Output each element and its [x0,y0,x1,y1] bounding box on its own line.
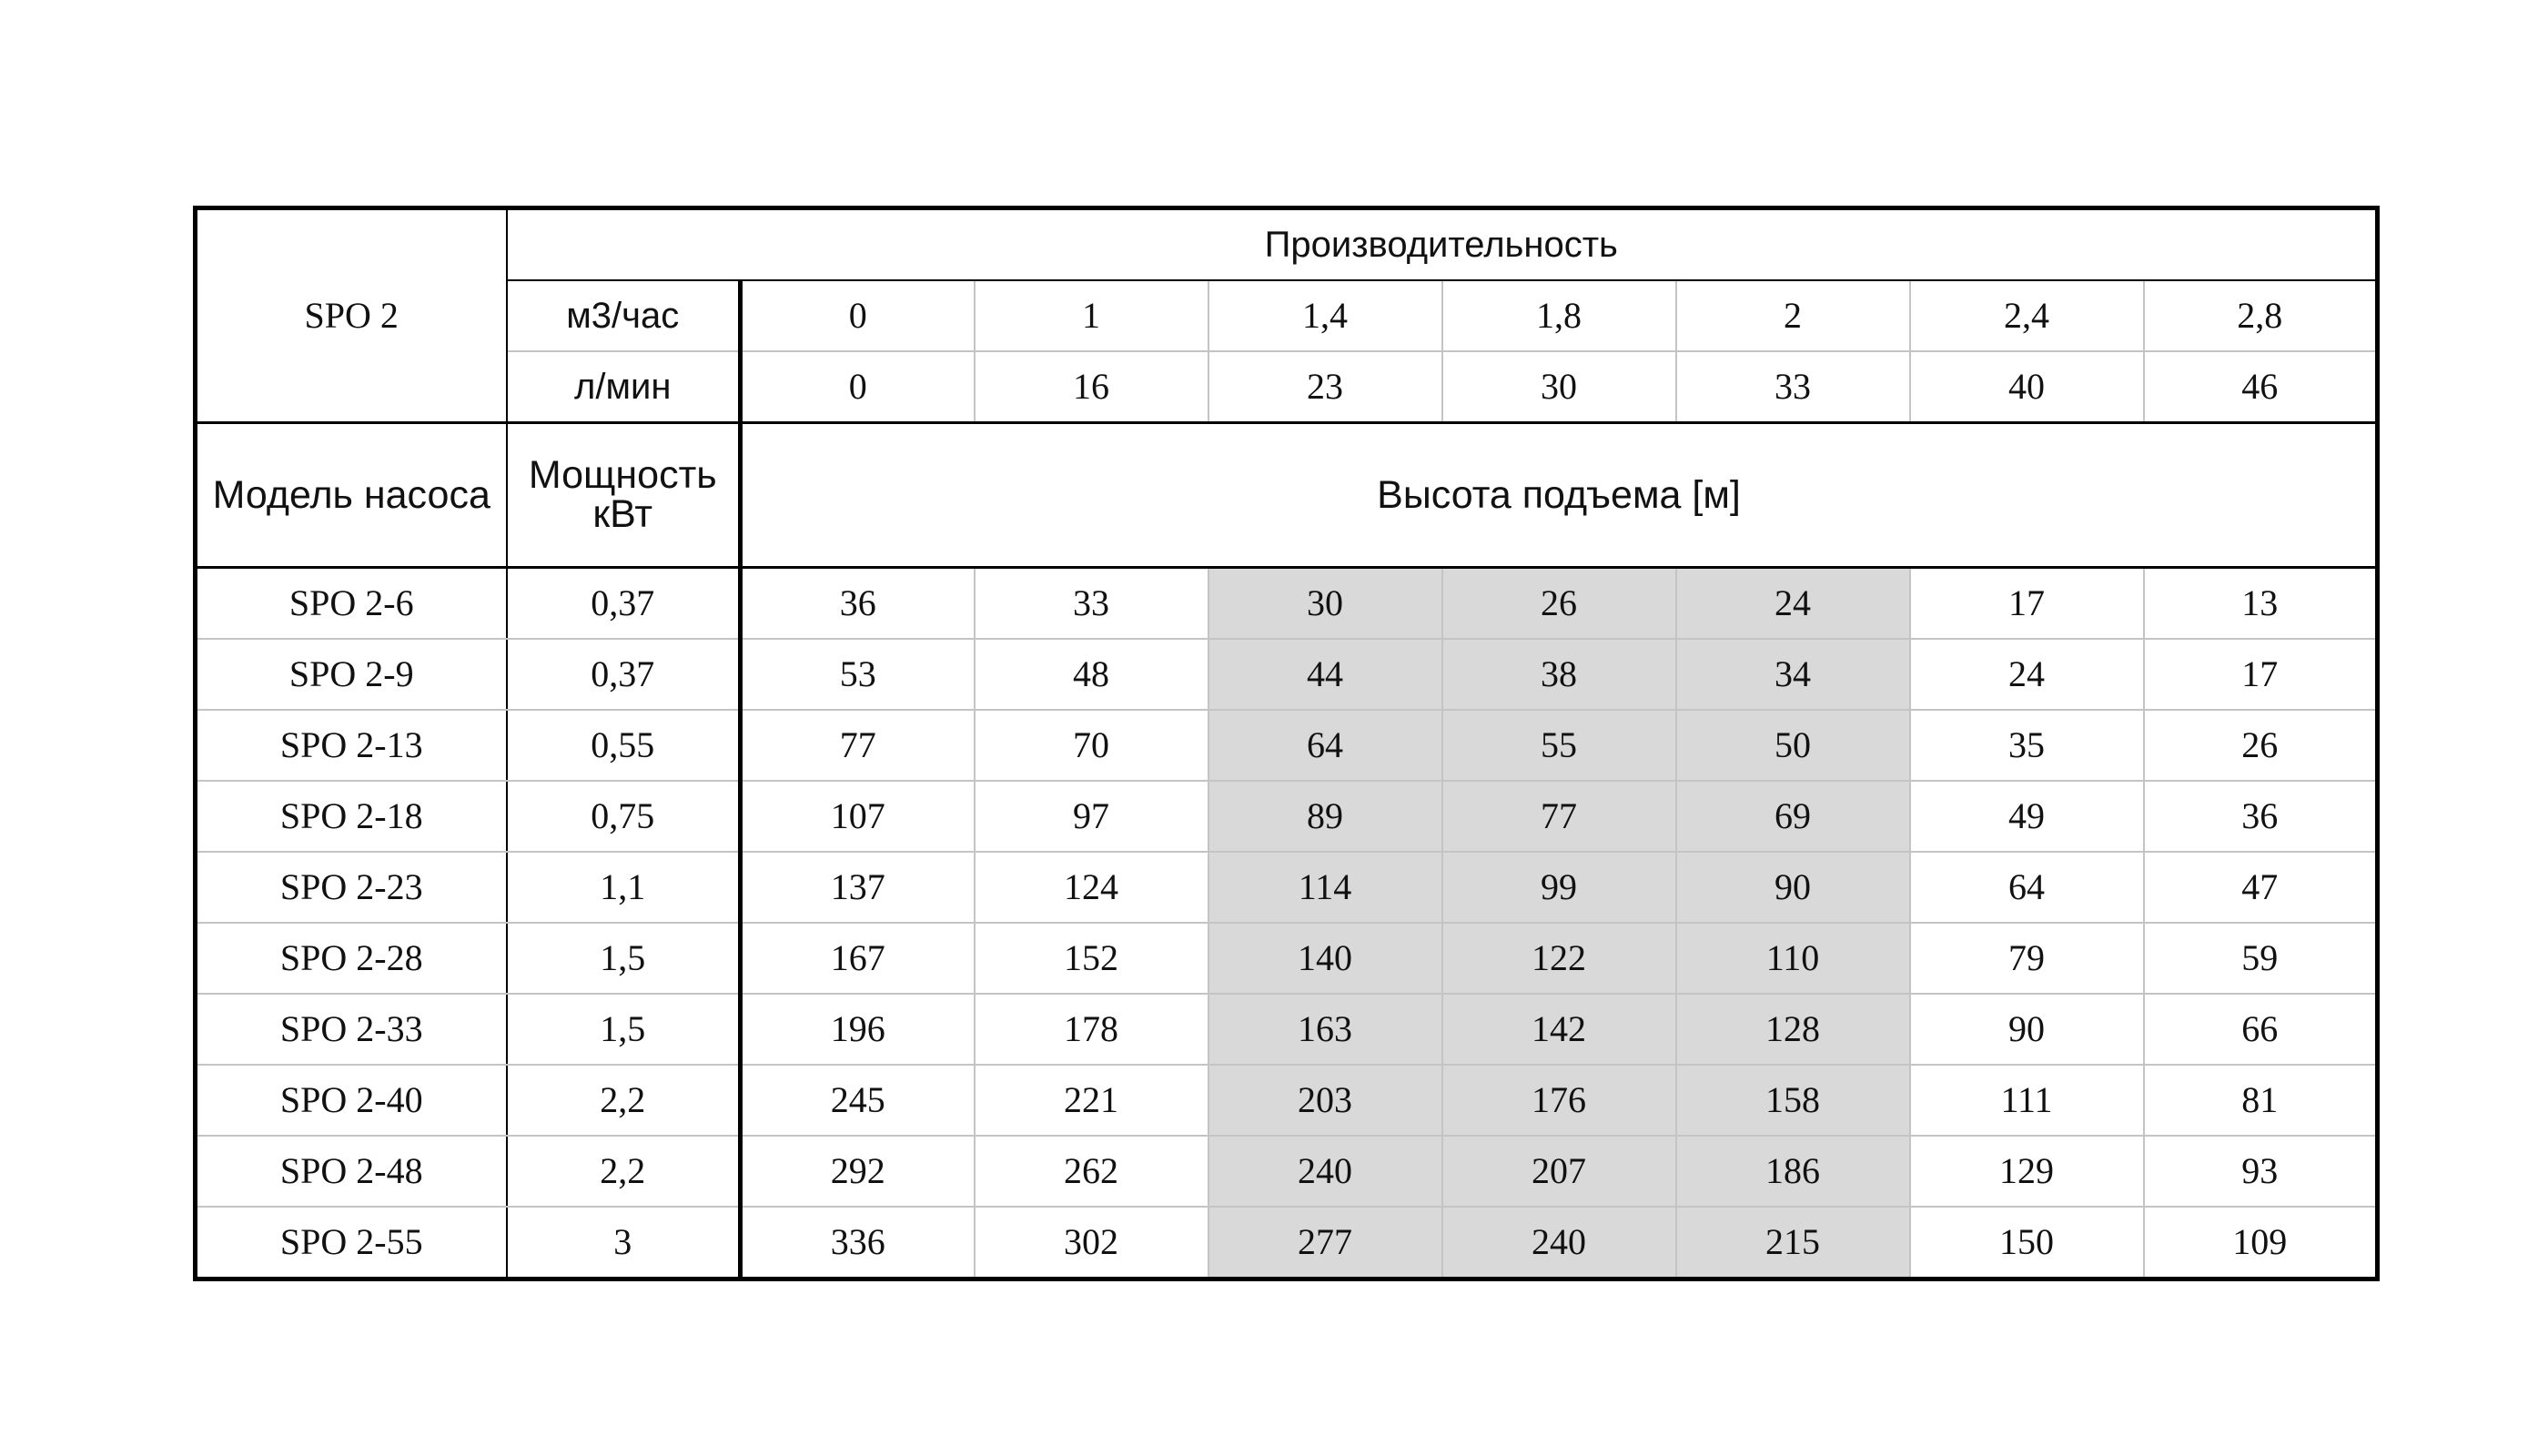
head-value-cell: 35 [1910,710,2144,781]
header-row-lmin [196,351,2378,423]
model-name-cell: SPO 2-55 [196,1207,507,1279]
head-value-cell: 114 [1208,852,1442,923]
head-value-cell: 99 [1442,852,1676,923]
flow-m3h-cell: 1 [975,280,1208,351]
head-value-cell: 47 [2144,852,2378,923]
flow-m3h-cell: 2,8 [2144,280,2378,351]
table-row [196,1136,2378,1207]
head-value-cell: 77 [741,710,975,781]
head-value-cell: 17 [1910,568,2144,640]
power-header-line2: кВт [592,492,653,536]
head-value-cell: 203 [1208,1065,1442,1136]
column-header-row [196,423,2378,568]
model-name-cell: SPO 2-23 [196,852,507,923]
header-row-productivity [196,208,2378,281]
power-cell: 1,5 [507,923,741,994]
power-cell: 1,5 [507,994,741,1065]
flow-m3h-cell: 2 [1676,280,1910,351]
head-value-cell: 24 [1676,568,1910,640]
pump-performance-table [193,206,2380,1281]
head-value-cell: 36 [2144,781,2378,852]
head-value-cell: 178 [975,994,1208,1065]
head-value-cell: 167 [741,923,975,994]
model-name-cell: SPO 2-33 [196,994,507,1065]
head-column-header: Высота подъема [м] [741,423,2378,568]
head-value-cell: 142 [1442,994,1676,1065]
power-cell: 0,37 [507,568,741,640]
head-value-cell: 128 [1676,994,1910,1065]
flow-lmin-cell: 40 [1910,351,2144,423]
head-value-cell: 13 [2144,568,2378,640]
power-header-line1: Мощность [528,453,717,497]
head-value-cell: 158 [1676,1065,1910,1136]
head-value-cell: 240 [1208,1136,1442,1207]
head-value-cell: 50 [1676,710,1910,781]
power-cell: 3 [507,1207,741,1279]
unit-lmin-label: л/мин [507,351,741,423]
power-cell: 0,75 [507,781,741,852]
head-value-cell: 140 [1208,923,1442,994]
head-value-cell: 70 [975,710,1208,781]
head-value-cell: 24 [1910,639,2144,710]
head-value-cell: 245 [741,1065,975,1136]
head-value-cell: 176 [1442,1065,1676,1136]
head-value-cell: 336 [741,1207,975,1279]
head-value-cell: 124 [975,852,1208,923]
head-value-cell: 26 [2144,710,2378,781]
power-cell: 2,2 [507,1065,741,1136]
head-value-cell: 186 [1676,1136,1910,1207]
head-value-cell: 111 [1910,1065,2144,1136]
power-column-header [507,423,741,568]
head-value-cell: 36 [741,568,975,640]
table-row [196,852,2378,923]
head-value-cell: 262 [975,1136,1208,1207]
flow-lmin-cell: 33 [1676,351,1910,423]
head-value-cell: 110 [1676,923,1910,994]
head-value-cell: 90 [1910,994,2144,1065]
flow-m3h-cell: 1,4 [1208,280,1442,351]
head-value-cell: 89 [1208,781,1442,852]
head-value-cell: 26 [1442,568,1676,640]
flow-m3h-cell: 0 [741,280,975,351]
head-value-cell: 240 [1442,1207,1676,1279]
flow-lmin-cell: 46 [2144,351,2378,423]
flow-m3h-cell: 1,8 [1442,280,1676,351]
head-value-cell: 109 [2144,1207,2378,1279]
head-value-cell: 17 [2144,639,2378,710]
pump-table-container [193,206,2377,1281]
model-name-cell: SPO 2-6 [196,568,507,640]
head-value-cell: 69 [1676,781,1910,852]
model-name-cell: SPO 2-28 [196,923,507,994]
model-name-cell: SPO 2-40 [196,1065,507,1136]
head-value-cell: 33 [975,568,1208,640]
head-value-cell: 137 [741,852,975,923]
head-value-cell: 30 [1208,568,1442,640]
head-value-cell: 81 [2144,1065,2378,1136]
power-cell: 1,1 [507,852,741,923]
head-value-cell: 152 [975,923,1208,994]
flow-lmin-cell: 16 [975,351,1208,423]
table-row [196,1207,2378,1279]
table-row [196,710,2378,781]
head-value-cell: 38 [1442,639,1676,710]
model-name-cell: SPO 2-9 [196,639,507,710]
head-value-cell: 215 [1676,1207,1910,1279]
table-row [196,568,2378,640]
head-value-cell: 77 [1442,781,1676,852]
table-row [196,923,2378,994]
head-value-cell: 163 [1208,994,1442,1065]
head-value-cell: 53 [741,639,975,710]
model-name-cell: SPO 2-18 [196,781,507,852]
model-column-header: Модель насоса [196,423,507,568]
head-value-cell: 90 [1676,852,1910,923]
power-cell: 2,2 [507,1136,741,1207]
head-value-cell: 97 [975,781,1208,852]
table-row [196,1065,2378,1136]
head-value-cell: 49 [1910,781,2144,852]
head-value-cell: 277 [1208,1207,1442,1279]
flow-lmin-cell: 30 [1442,351,1676,423]
model-name-cell: SPO 2-48 [196,1136,507,1207]
head-value-cell: 122 [1442,923,1676,994]
head-value-cell: 207 [1442,1136,1676,1207]
head-value-cell: 48 [975,639,1208,710]
head-value-cell: 64 [1208,710,1442,781]
flow-lmin-cell: 0 [741,351,975,423]
head-value-cell: 129 [1910,1136,2144,1207]
head-value-cell: 221 [975,1065,1208,1136]
head-value-cell: 55 [1442,710,1676,781]
head-value-cell: 107 [741,781,975,852]
model-name-cell: SPO 2-13 [196,710,507,781]
head-value-cell: 150 [1910,1207,2144,1279]
head-value-cell: 44 [1208,639,1442,710]
head-value-cell: 93 [2144,1136,2378,1207]
table-row [196,994,2378,1065]
header-row-m3h [196,280,2378,351]
power-cell: 0,37 [507,639,741,710]
productivity-header: Производительность [507,208,2378,281]
head-value-cell: 59 [2144,923,2378,994]
head-value-cell: 292 [741,1136,975,1207]
head-value-cell: 302 [975,1207,1208,1279]
flow-lmin-cell: 23 [1208,351,1442,423]
data-rows [196,568,2378,1279]
power-cell: 0,55 [507,710,741,781]
flow-m3h-cell: 2,4 [1910,280,2144,351]
table-title: SPO 2 [196,208,507,423]
unit-m3h-label: м3/час [507,280,741,351]
head-value-cell: 196 [741,994,975,1065]
head-value-cell: 66 [2144,994,2378,1065]
head-value-cell: 79 [1910,923,2144,994]
table-row [196,781,2378,852]
head-value-cell: 34 [1676,639,1910,710]
table-row [196,639,2378,710]
head-value-cell: 64 [1910,852,2144,923]
